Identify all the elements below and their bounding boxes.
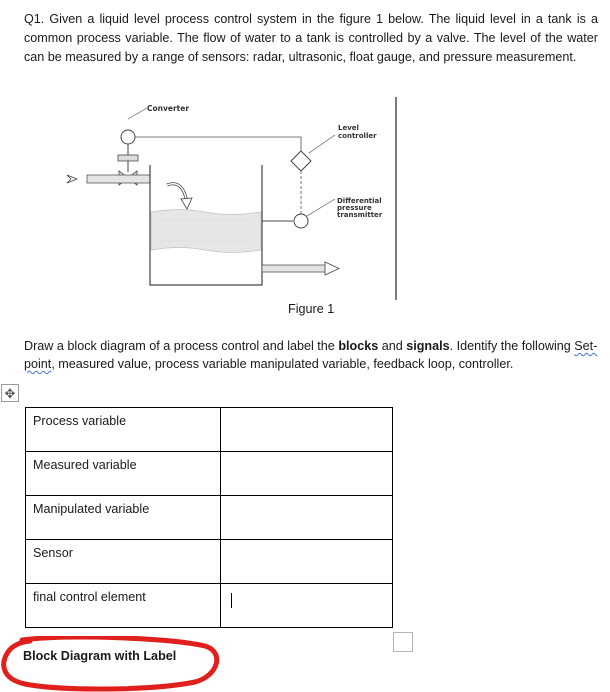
table-label-cell: Sensor [26, 540, 221, 584]
table-value-cell[interactable] [221, 584, 393, 628]
instruction-text [24, 337, 598, 373]
table-row [26, 452, 393, 496]
level-controller-label-2: controller [338, 132, 377, 140]
move-icon[interactable]: ✥ [1, 384, 19, 402]
block-diagram-heading: Block Diagram with Label [23, 649, 177, 663]
table-label-cell: Process variable [26, 408, 221, 452]
inlet-arrow [67, 175, 77, 183]
dp-label-3: transmitter [337, 211, 383, 219]
red-circle-annotation [0, 636, 225, 692]
level-controller [291, 151, 311, 171]
figure-1-diagram [55, 95, 405, 305]
instruction-setpoint: Set-point [24, 339, 598, 371]
outlet-arrow [325, 262, 339, 275]
instruction-part-2: . Identify the following [449, 339, 575, 353]
variables-table [25, 407, 393, 628]
converter-label: Converter [147, 104, 190, 113]
table-label-cell: final control element [26, 584, 221, 628]
table-row [26, 584, 393, 628]
instruction-and: and [378, 339, 407, 353]
table-label-cell: Measured variable [26, 452, 221, 496]
table-row [26, 408, 393, 452]
instruction-part-3: , measured value, process variable manipulated variable, feedback loop, controller. [51, 357, 514, 371]
text-cursor [231, 593, 232, 608]
figure-caption: Figure 1 [288, 302, 335, 316]
dp-label-2: pressure [337, 204, 372, 212]
table-value-cell[interactable] [221, 408, 393, 452]
instruction-signals: signals [406, 339, 450, 353]
outlet-pipe [262, 265, 327, 272]
dp-transmitter [294, 214, 308, 228]
valve-actuator [118, 155, 138, 161]
instruction-blocks: blocks [338, 339, 379, 353]
table-value-cell[interactable] [221, 496, 393, 540]
table-value-cell[interactable] [221, 452, 393, 496]
table-label-cell: Manipulated variable [26, 496, 221, 540]
converter-circle [121, 130, 135, 144]
table-value-cell[interactable] [221, 540, 393, 584]
table-row [26, 496, 393, 540]
table-row [26, 540, 393, 584]
empty-checkbox[interactable] [393, 632, 413, 652]
dp-label-1: Differential [337, 197, 382, 205]
question-text: Q1. Given a liquid level process control system in the figure 1 below. The liquid level in a tank is a common process variable. The flow of water to a tank is controlled by a valve. The level of the water can be measured by a range of sensors: radar, ultrasonic, float gauge, and pressure measurement. [24, 12, 598, 64]
tank-liquid [151, 210, 261, 253]
level-controller-label-1: Level [338, 124, 359, 132]
instruction-part-1: Draw a block diagram of a process control and label the [24, 339, 339, 353]
